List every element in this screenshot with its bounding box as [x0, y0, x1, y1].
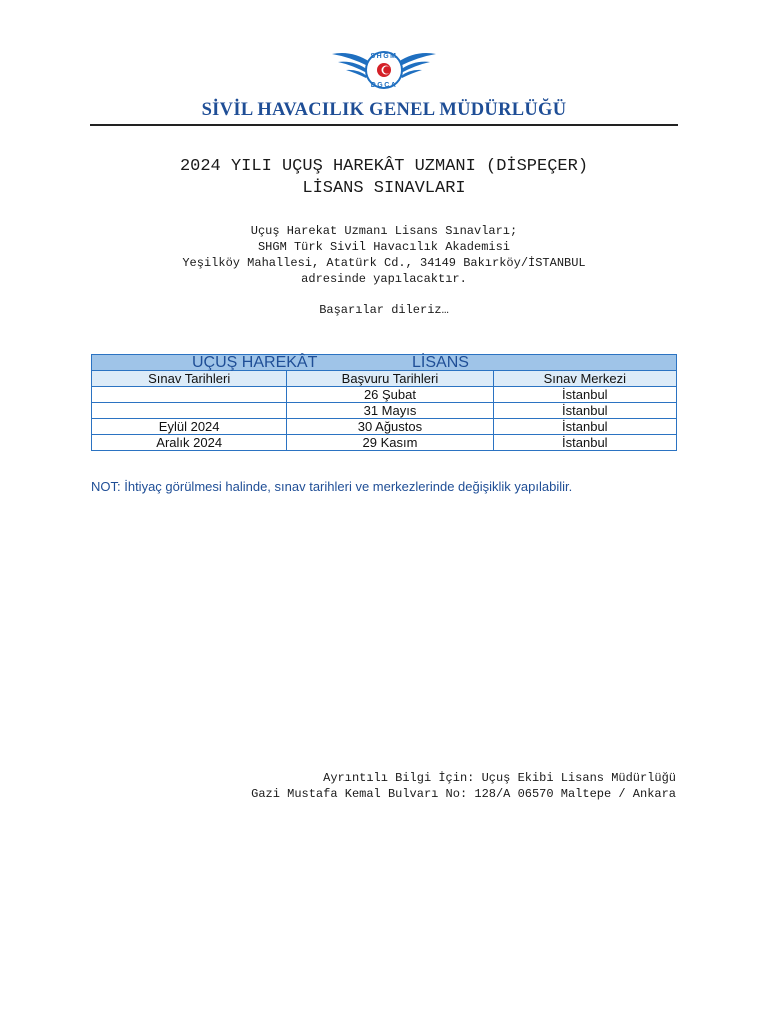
exam-center-cell: İstanbul: [493, 435, 676, 451]
application-date-cell: 31 Mayıs: [287, 403, 493, 419]
schedule-change-note: NOT: İhtiyaç görülmesi halinde, sınav tarihleri ve merkezlerinde değişiklik yapılabilir.: [91, 479, 573, 494]
shgm-logo: [330, 40, 438, 98]
table-header-row: [92, 371, 677, 387]
good-luck-message: Başarılar dileriz…: [319, 303, 449, 317]
table-row: [92, 403, 677, 419]
exam-center-cell: İstanbul: [493, 387, 676, 403]
exam-center-cell: İstanbul: [493, 403, 676, 419]
table-row: [92, 419, 677, 435]
info-line-1: Uçuş Harekat Uzmanı Lisans Sınavları;: [250, 224, 518, 238]
organization-title: SİVİL HAVACILIK GENEL MÜDÜRLÜĞÜ: [201, 100, 567, 120]
exam-schedule-table: [91, 354, 677, 451]
info-line-3: Yeşilköy Mahallesi, Atatürk Cd., 34149 Bakırköy/İSTANBUL: [182, 256, 586, 270]
contact-line-1: Ayrıntılı Bilgi İçin: Uçuş Ekibi Lisans Müdürlüğü: [323, 771, 676, 785]
header-divider: [90, 124, 678, 126]
title-line-2: LİSANS SINAVLARI: [302, 179, 466, 198]
info-line-2: SHGM Türk Sivil Havacılık Akademisi: [257, 240, 511, 254]
table-row: [92, 387, 677, 403]
exam-date-cell: Aralık 2024: [92, 435, 287, 451]
header-application-dates: Başvuru Tarihleri: [287, 371, 493, 387]
exam-location-info: [0, 223, 768, 287]
application-date-cell: 26 Şubat: [287, 387, 493, 403]
table-title-row: [92, 355, 677, 371]
document-title: [0, 156, 768, 200]
exam-date-cell: [92, 387, 287, 403]
logo-top-text: SHGM: [370, 53, 398, 60]
header-exam-center: Sınav Merkezi: [493, 371, 676, 387]
contact-info: [251, 770, 676, 802]
contact-line-2: Gazi Mustafa Kemal Bulvarı No: 128/A 06570 Maltepe / Ankara: [251, 787, 676, 801]
exam-date-cell: Eylül 2024: [92, 419, 287, 435]
exam-center-cell: İstanbul: [493, 419, 676, 435]
logo-bottom-text: DGCA: [370, 82, 398, 89]
title-line-1: 2024 YILI UÇUŞ HAREKÂT UZMANI (DİSPEÇER): [179, 157, 589, 176]
exam-date-cell: [92, 403, 287, 419]
application-date-cell: 29 Kasım: [287, 435, 493, 451]
info-line-4: adresinde yapılacaktır.: [301, 272, 467, 286]
table-title-part-1: UÇUŞ HAREKÂT: [192, 354, 318, 371]
header-exam-dates: Sınav Tarihleri: [92, 371, 287, 387]
table-row: [92, 435, 677, 451]
table-title-part-2: LİSANS: [412, 354, 469, 371]
application-date-cell: 30 Ağustos: [287, 419, 493, 435]
